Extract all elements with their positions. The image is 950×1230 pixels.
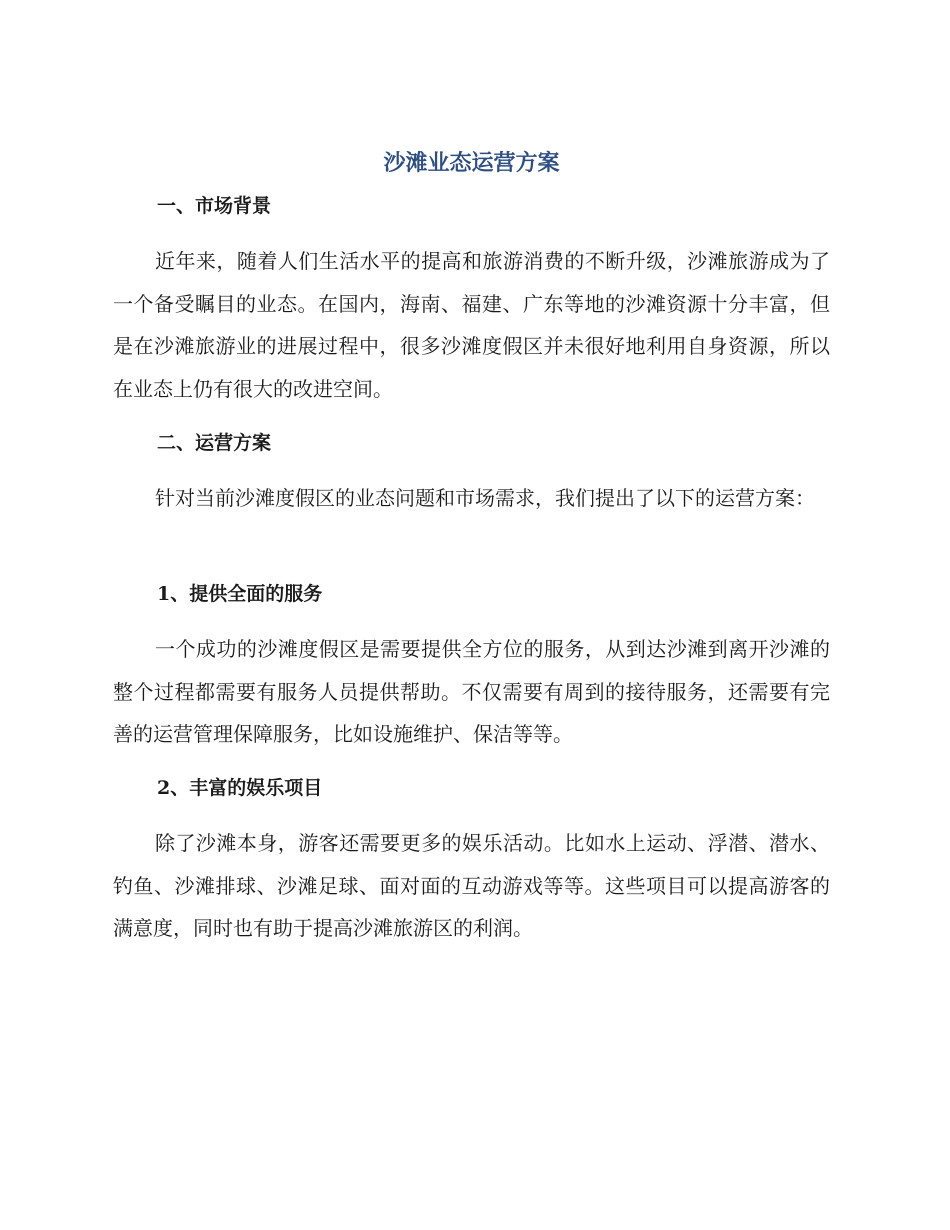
subheading-full-service: 1、提供全面的服务: [157, 583, 323, 605]
paragraph-entertainment: 除了沙滩本身，游客还需要更多的娱乐活动。比如水上运动、浮潜、潜水、钓鱼、沙滩排球、沙滩足球、面对面的互动游戏等等。这些项目可以提高游客的满意度，同时也有助于提高沙滩旅游区的利润。: [113, 831, 830, 940]
section-heading-market-background: 一、市场背景: [157, 195, 272, 217]
subheading-entertainment: 2、丰富的娱乐项目: [157, 777, 323, 799]
document-title: 沙滩业态运营方案: [383, 151, 560, 176]
section-heading-operation-plan: 二、运营方案: [157, 432, 272, 454]
paragraph-operation-plan: 针对当前沙滩度假区的业态问题和市场需求，我们提出了以下的运营方案：: [155, 486, 815, 510]
paragraph-full-service: 一个成功的沙滩度假区是需要提供全方位的服务，从到达沙滩到离开沙滩的整个过程都需要有服务人员提供帮助。不仅需要有周到的接待服务，还需要有完善的运营管理保障服务，比如设施维护、保洁等等。: [113, 637, 830, 746]
paragraph-market-background: 近年来，随着人们生活水平的提高和旅游消费的不断升级，沙滩旅游成为了一个备受瞩目的业态。在国内，海南、福建、广东等地的沙滩资源十分丰富，但是在沙滩旅游业的进展过程中，很多沙滩度假区并未很好地利用自身资源，所以在业态上仍有很大的改进空间。: [113, 249, 830, 401]
